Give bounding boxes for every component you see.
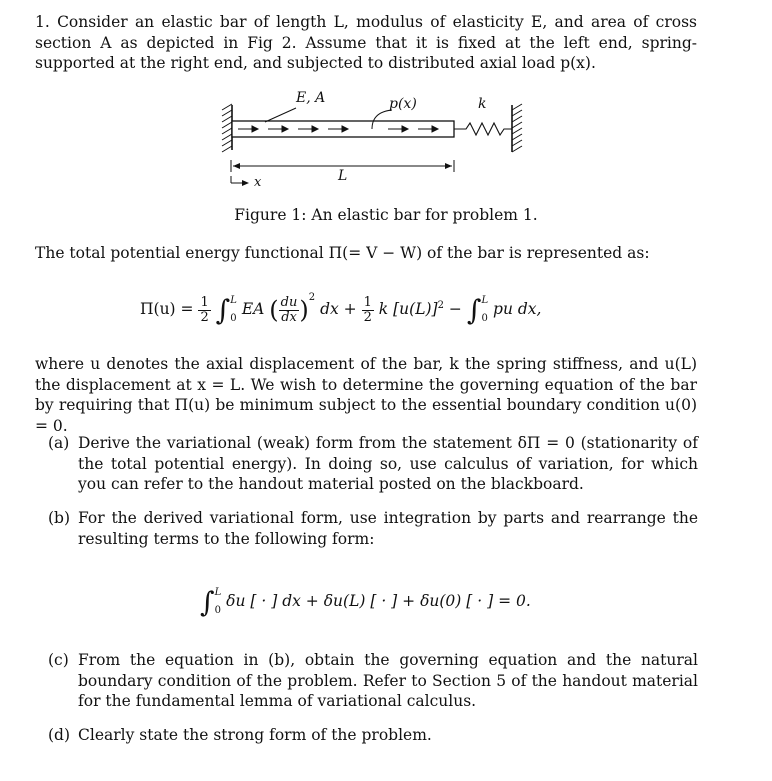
part-c: (c) From the equation in (b), obtain the governing equation and the natural boundary condition of the problem. Refer to Section 5 of the handout material for the fundamental lemma of variational calculus. [48,651,698,710]
functional-intro: The total potential energy functional Π(= V − W) of the bar is represented as: [35,244,650,262]
bar-figure [0,0,772,200]
weak-form-body: δu [ · ] dx + δu(L) [ · ] + δu(0) [ · ] = 0. [226,592,531,610]
eq-du-dx: $\frac{du}{dx}$ [280,294,298,325]
eq-half: $\frac{1}{2}$ [200,294,209,325]
label-k: k [478,96,487,112]
weak-form-equation: ∫ L 0 δu [ · ] dx + δu(L) [ · ] + δu(0) [ · ] = 0. [200,585,531,619]
figure-caption: Figure 1: An elastic bar for problem 1. [234,206,538,224]
eq-pu: pu dx, [493,300,542,318]
eq-lhs: Π(u) = [140,300,194,318]
integral-sign-2: ∫ [466,293,482,327]
eq-ea: EA [241,300,265,318]
label-ea: E, A [296,90,326,106]
eq-k-term: k [u(L)] [378,300,438,318]
energy-equation: Π(u) = $\frac{1}{2}$ ∫ L 0 EA ( $\frac{du}{dx}$ )$^2$ dx + $\frac{1}{2}$ k $[u(L)]^2$ − ∫ L 0 pu dx, [140,292,542,327]
eq-dx-tail: dx + [320,300,357,318]
part-d: (d) Clearly state the strong form of the problem. [48,726,432,744]
integral-sign-3: ∫ [200,585,215,619]
label-l: L [338,168,348,184]
part-a: (a) Derive the variational (weak) form from the statement δΠ = 0 (stationarity of the total potential energy). In doing so, use calculus of variation, for which you can refer to the handout material posted on the blackboard. [48,434,698,493]
problem-intro: 1. Consider an elastic bar of length L, modulus of elasticity E, and area of cross section A as depicted in Fig 2. Assume that it is fixed at the left end, spring-supported at the right end, and subjected to distributed axial load p(x). [35,13,697,72]
integral-sign-1: ∫ [215,293,231,327]
label-x: x [254,175,262,190]
explanation: where u denotes the axial displacement of the bar, k the spring stiffness, and u(L) the displacement at x = L. We wish to determine the governing equation of the bar by requiring that Π(u) be minimum subject to the essential boundary condition u(0) = 0. [35,355,697,435]
label-px: p(x) [389,96,417,112]
eq-half-2: $\frac{1}{2}$ [363,294,372,325]
part-b: (b) For the derived variational form, use integration by parts and rearrange the resulting terms to the following form: [48,509,698,548]
